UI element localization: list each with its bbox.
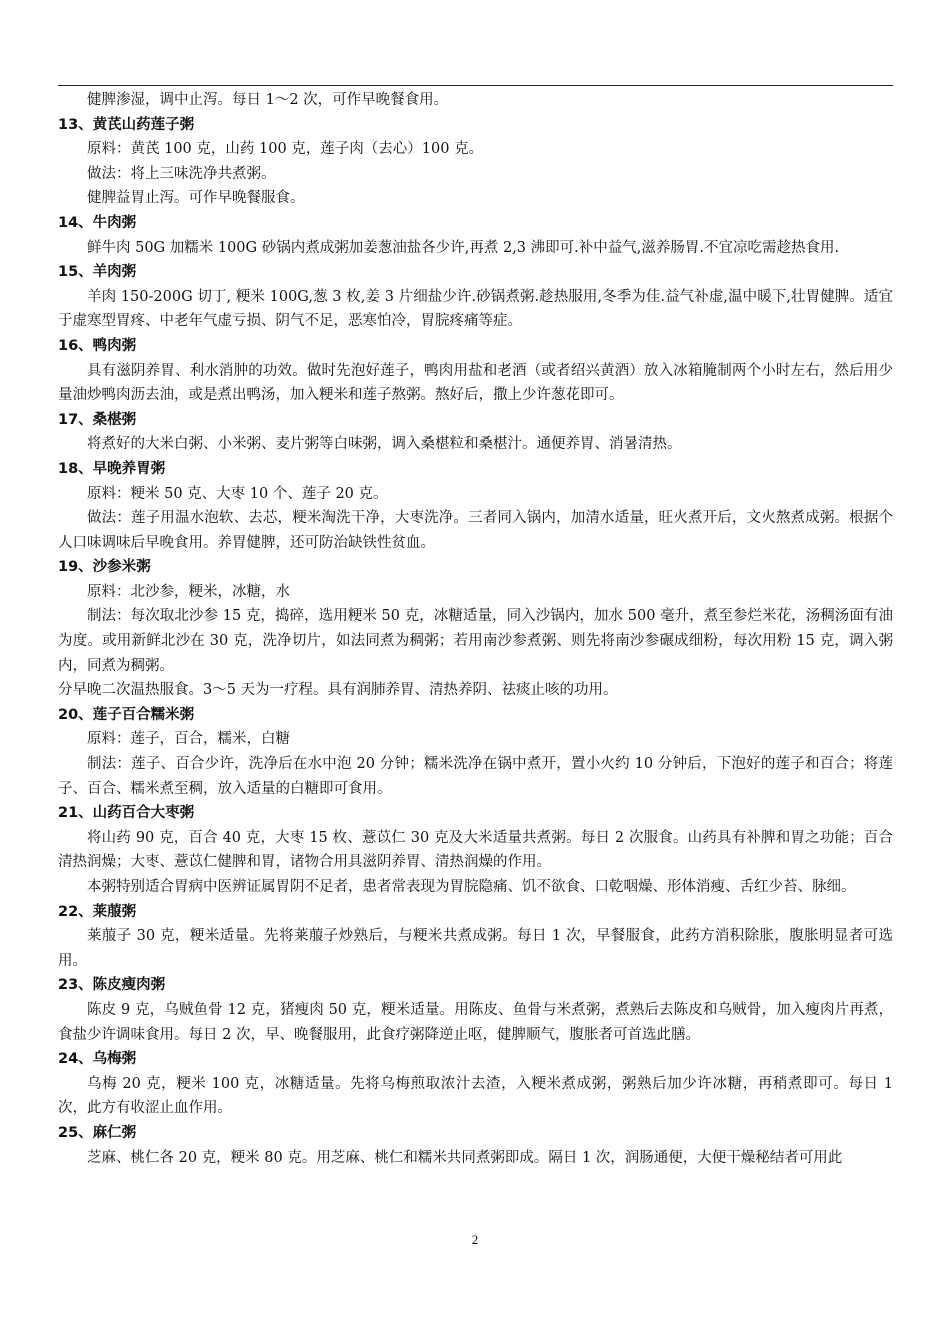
paragraph: 制法：莲子、百合少许，洗净后在水中泡 20 分钟；糯米洗净在锅中煮开，置小火约 10 分钟后，下泡好的莲子和百合；将莲子、百合、糯米煮至稠，放入适量的白糖即可食用。 [58,756,893,797]
paragraph: 原料：黄芪 100 克，山药 100 克，莲子肉（去心）100 克。 [87,141,484,158]
paragraph: 分早晚二次温热服食。3～5 天为一疗程。具有润肺养胃、清热养阴、祛痰止咳的功用。 [58,682,618,699]
paragraph: 健脾益胃止泻。可作早晚餐服食。 [87,190,305,207]
paragraph: 莱菔子 30 克，粳米适量。先将莱菔子炒熟后，与粳米共煮成粥。每日 1 次，早餐服食，此药方消积除胀，腹胀明显者可选用。 [58,928,893,969]
paragraph: 具有滋阴养胃、利水消肿的功效。做时先泡好莲子，鸭肉用盐和老酒（或者绍兴黄酒）放入冰箱腌制两个小时左右，然后用少量油炒鸭肉沥去油，或是煮出鸭汤，加入粳米和莲子熬粥。熬好后，撒上少许葱花即可。 [58,362,893,404]
section-heading: 19、沙参米粥 [58,559,151,576]
section-heading: 14、牛肉粥 [58,214,137,231]
header-rule [58,85,893,86]
paragraph: 陈皮 9 克，乌贼鱼骨 12 克，猪瘦肉 50 克，粳米适量。用陈皮、鱼骨与米煮粥，煮熟后去陈皮和乌贼骨，加入瘦肉片再煮，食盐少许调味食用。每日 2 次，早、晚餐服用，此食疗粥降逆止呕，健脾顺气，腹胀者可首选此膳。 [58,1001,893,1043]
page-number: 2 [471,1232,479,1247]
paragraph: 原料：莲子，百合，糯米，白糖 [87,731,290,748]
section-heading: 16、鸭肉粥 [58,337,137,354]
section-heading: 22、莱菔粥 [58,903,137,920]
paragraph: 羊肉 150-200G 切丁, 粳米 100G,葱 3 枚,姜 3 片细盐少许.砂锅煮粥.趁热服用,冬季为佳.益气补虚,温中暖下,壮胃健脾。适宜于虚寒型胃疼、中老年气虚亏损、阴气不足，恶寒怕冷，胃脘疼痛等症。 [58,288,893,330]
paragraph: 将山药 90 克，百合 40 克，大枣 15 枚、薏苡仁 30 克及大米适量共煮粥。每日 2 次服食。山药具有补脾和胃之功能；百合清热润燥；大枣、薏苡仁健脾和胃，诸物合用具滋阴养胃、清热润燥的作用。 [58,829,893,871]
section-heading: 17、桑椹粥 [58,411,137,428]
section-heading: 15、羊肉粥 [58,264,137,281]
paragraph: 本粥特别适合胃病中医辨证属胃阴不足者，患者常表现为胃脘隐痛、饥不欲食、口乾咽燥、形体消瘦、舌红少苔、脉细。 [87,879,856,895]
paragraph: 原料：北沙参，粳米，冰糖，水 [87,583,290,600]
paragraph: 芝麻、桃仁各 20 克，粳米 80 克。用芝麻、桃仁和糯米共同煮粥即成。隔日 1 次，润肠通便，大便干燥秘结者可用此 [87,1149,843,1166]
section-heading: 18、早晚养胃粥 [58,460,166,477]
section-heading: 21、山药百合大枣粥 [58,805,195,822]
paragraph: 制法：每次取北沙参 15 克，捣碎，选用粳米 50 克，冰糖适量，同入沙锅内，加水 500 毫升，煮至参烂米花，汤稠汤面有油为度。或用新鲜北沙在 30 克，洗净切片，如法同煮为稠粥；若用南沙参煮粥、则先将南沙参碾成细粉，每次用粉 15 克，调入粥内，同煮为稠粥。 [58,608,893,674]
paragraph: 鲜牛肉 50G 加糯米 100G 砂锅内煮成粥加姜葱油盐各少许,再煮 2,3 沸即可.补中益气,滋养肠胃.不宜凉吃需趁热食用. [87,239,840,256]
section-heading: 13、黄芪山药莲子粥 [58,116,195,133]
section-heading: 24、乌梅粥 [58,1051,137,1068]
paragraph: 做法：莲子用温水泡软、去芯，粳米淘洗干净，大枣洗净。三者同入锅内，加清水适量，旺火煮开后，文火熬煮成粥。根据个人口味调味后早晚食用。养胃健脾，还可防治缺铁性贫血。 [58,510,893,551]
section-heading: 20、莲子百合糯米粥 [58,706,195,723]
paragraph: 原料：粳米 50 克、大枣 10 个、莲子 20 克。 [87,485,388,502]
paragraph: 乌梅 20 克，粳米 100 克，冰糖适量。先将乌梅煎取浓汁去渣，入粳米煮成粥，粥熟后加少许冰糖，再稍煮即可。每日 1 次，此方有收涩止血作用。 [58,1075,893,1117]
section-heading: 25、麻仁粥 [58,1124,137,1141]
paragraph: 将煮好的大米白粥、小米粥、麦片粥等白味粥，调入桑椹粒和桑椹汁。通便养胃、消暑清热。 [87,436,682,453]
paragraph: 做法：将上三味洗净共煮粥。 [87,165,276,182]
document-body [58,88,893,1170]
section-heading: 23、陈皮瘦肉粥 [58,977,166,994]
paragraph: 健脾渗湿，调中止泻。每日 1～2 次，可作早晚餐食用。 [87,92,449,108]
